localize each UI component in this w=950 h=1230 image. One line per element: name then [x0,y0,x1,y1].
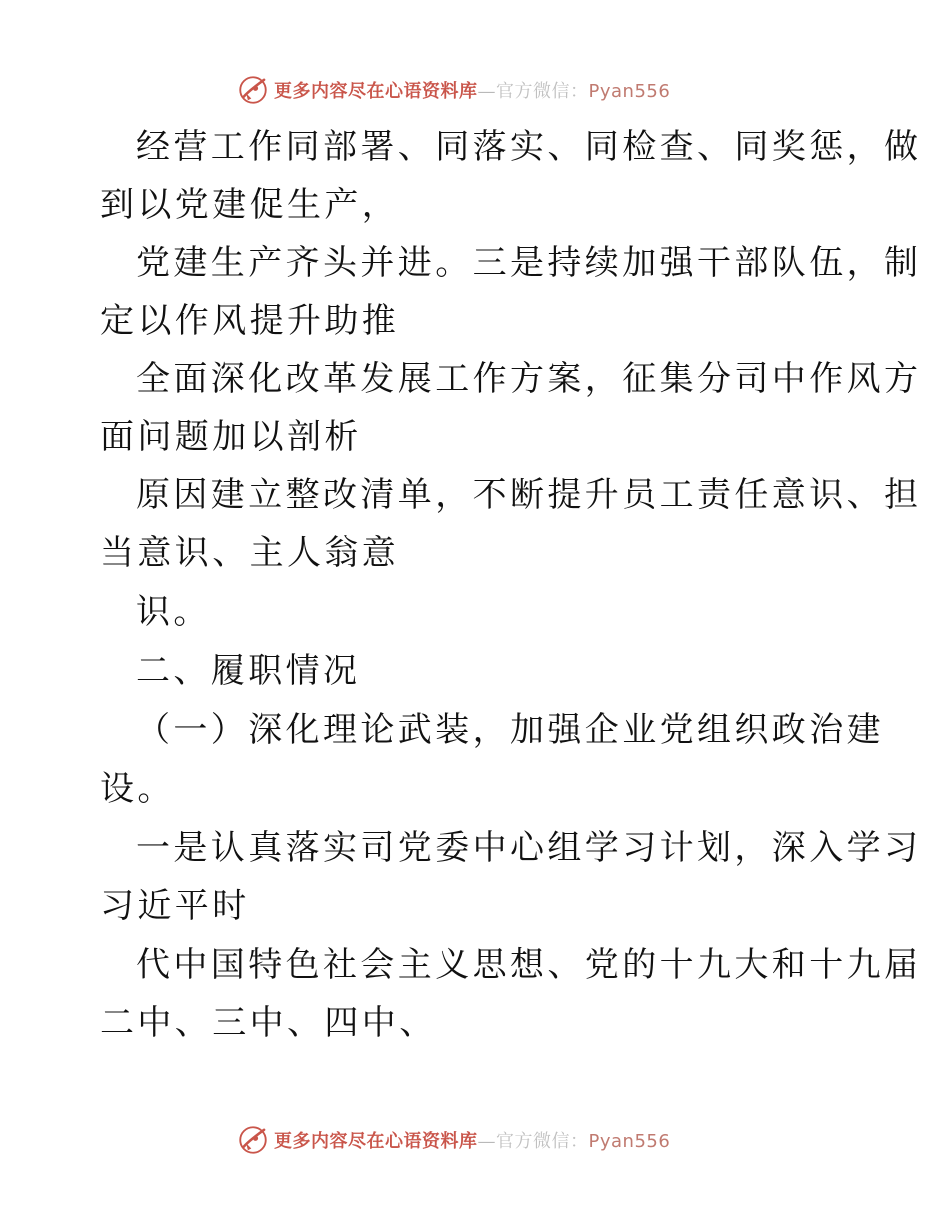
header-dash: — [477,81,496,102]
body-line-6: 面问题加以剖析 [100,417,362,457]
section-heading: 二、履职情况 [136,651,361,691]
body-line-3: 党建生产齐头并进。三是持续加强干部队伍，制 [136,243,922,283]
body-line-4: 定以作风提升助推 [100,301,400,341]
footer-watermark-text [274,1127,670,1153]
footer-wechat-id: Pyan556 [588,1131,671,1152]
header-watermark [236,72,670,108]
header-brand: 更多内容尽在心语资料库 [274,81,478,102]
body-line-8: 当意识、主人翁意 [100,533,400,573]
body-line-13: 一是认真落实司党委中心组学习计划，深入学习 [136,828,922,868]
body-line-16: 二中、三中、四中、 [100,1003,437,1043]
subsection-heading-line-2: 设。 [100,769,175,809]
header-wechat-id: Pyan556 [588,81,671,102]
footer-watermark [236,1122,670,1158]
body-line-9: 识。 [136,592,211,632]
footer-dash: — [477,1131,496,1152]
subsection-heading-line-1: （一）深化理论武装，加强企业党组织政治建 [136,710,884,750]
header-wechat-label: 官方微信： [496,81,589,102]
body-line-15: 代中国特色社会主义思想、党的十九大和十九届 [136,945,922,985]
pen-logo-icon [236,1123,270,1157]
header-watermark-text [274,77,670,103]
body-line-7: 原因建立整改清单，不断提升员工责任意识、担 [136,475,922,515]
pen-logo-icon [236,73,270,107]
body-line-5: 全面深化改革发展工作方案，征集分司中作风方 [136,359,922,399]
footer-wechat-label: 官方微信： [496,1131,589,1152]
body-line-1: 经营工作同部署、同落实、同检查、同奖惩，做 [136,127,922,167]
footer-brand: 更多内容尽在心语资料库 [274,1131,478,1152]
body-line-14: 习近平时 [100,886,250,926]
body-line-2: 到以党建促生产， [100,185,400,225]
